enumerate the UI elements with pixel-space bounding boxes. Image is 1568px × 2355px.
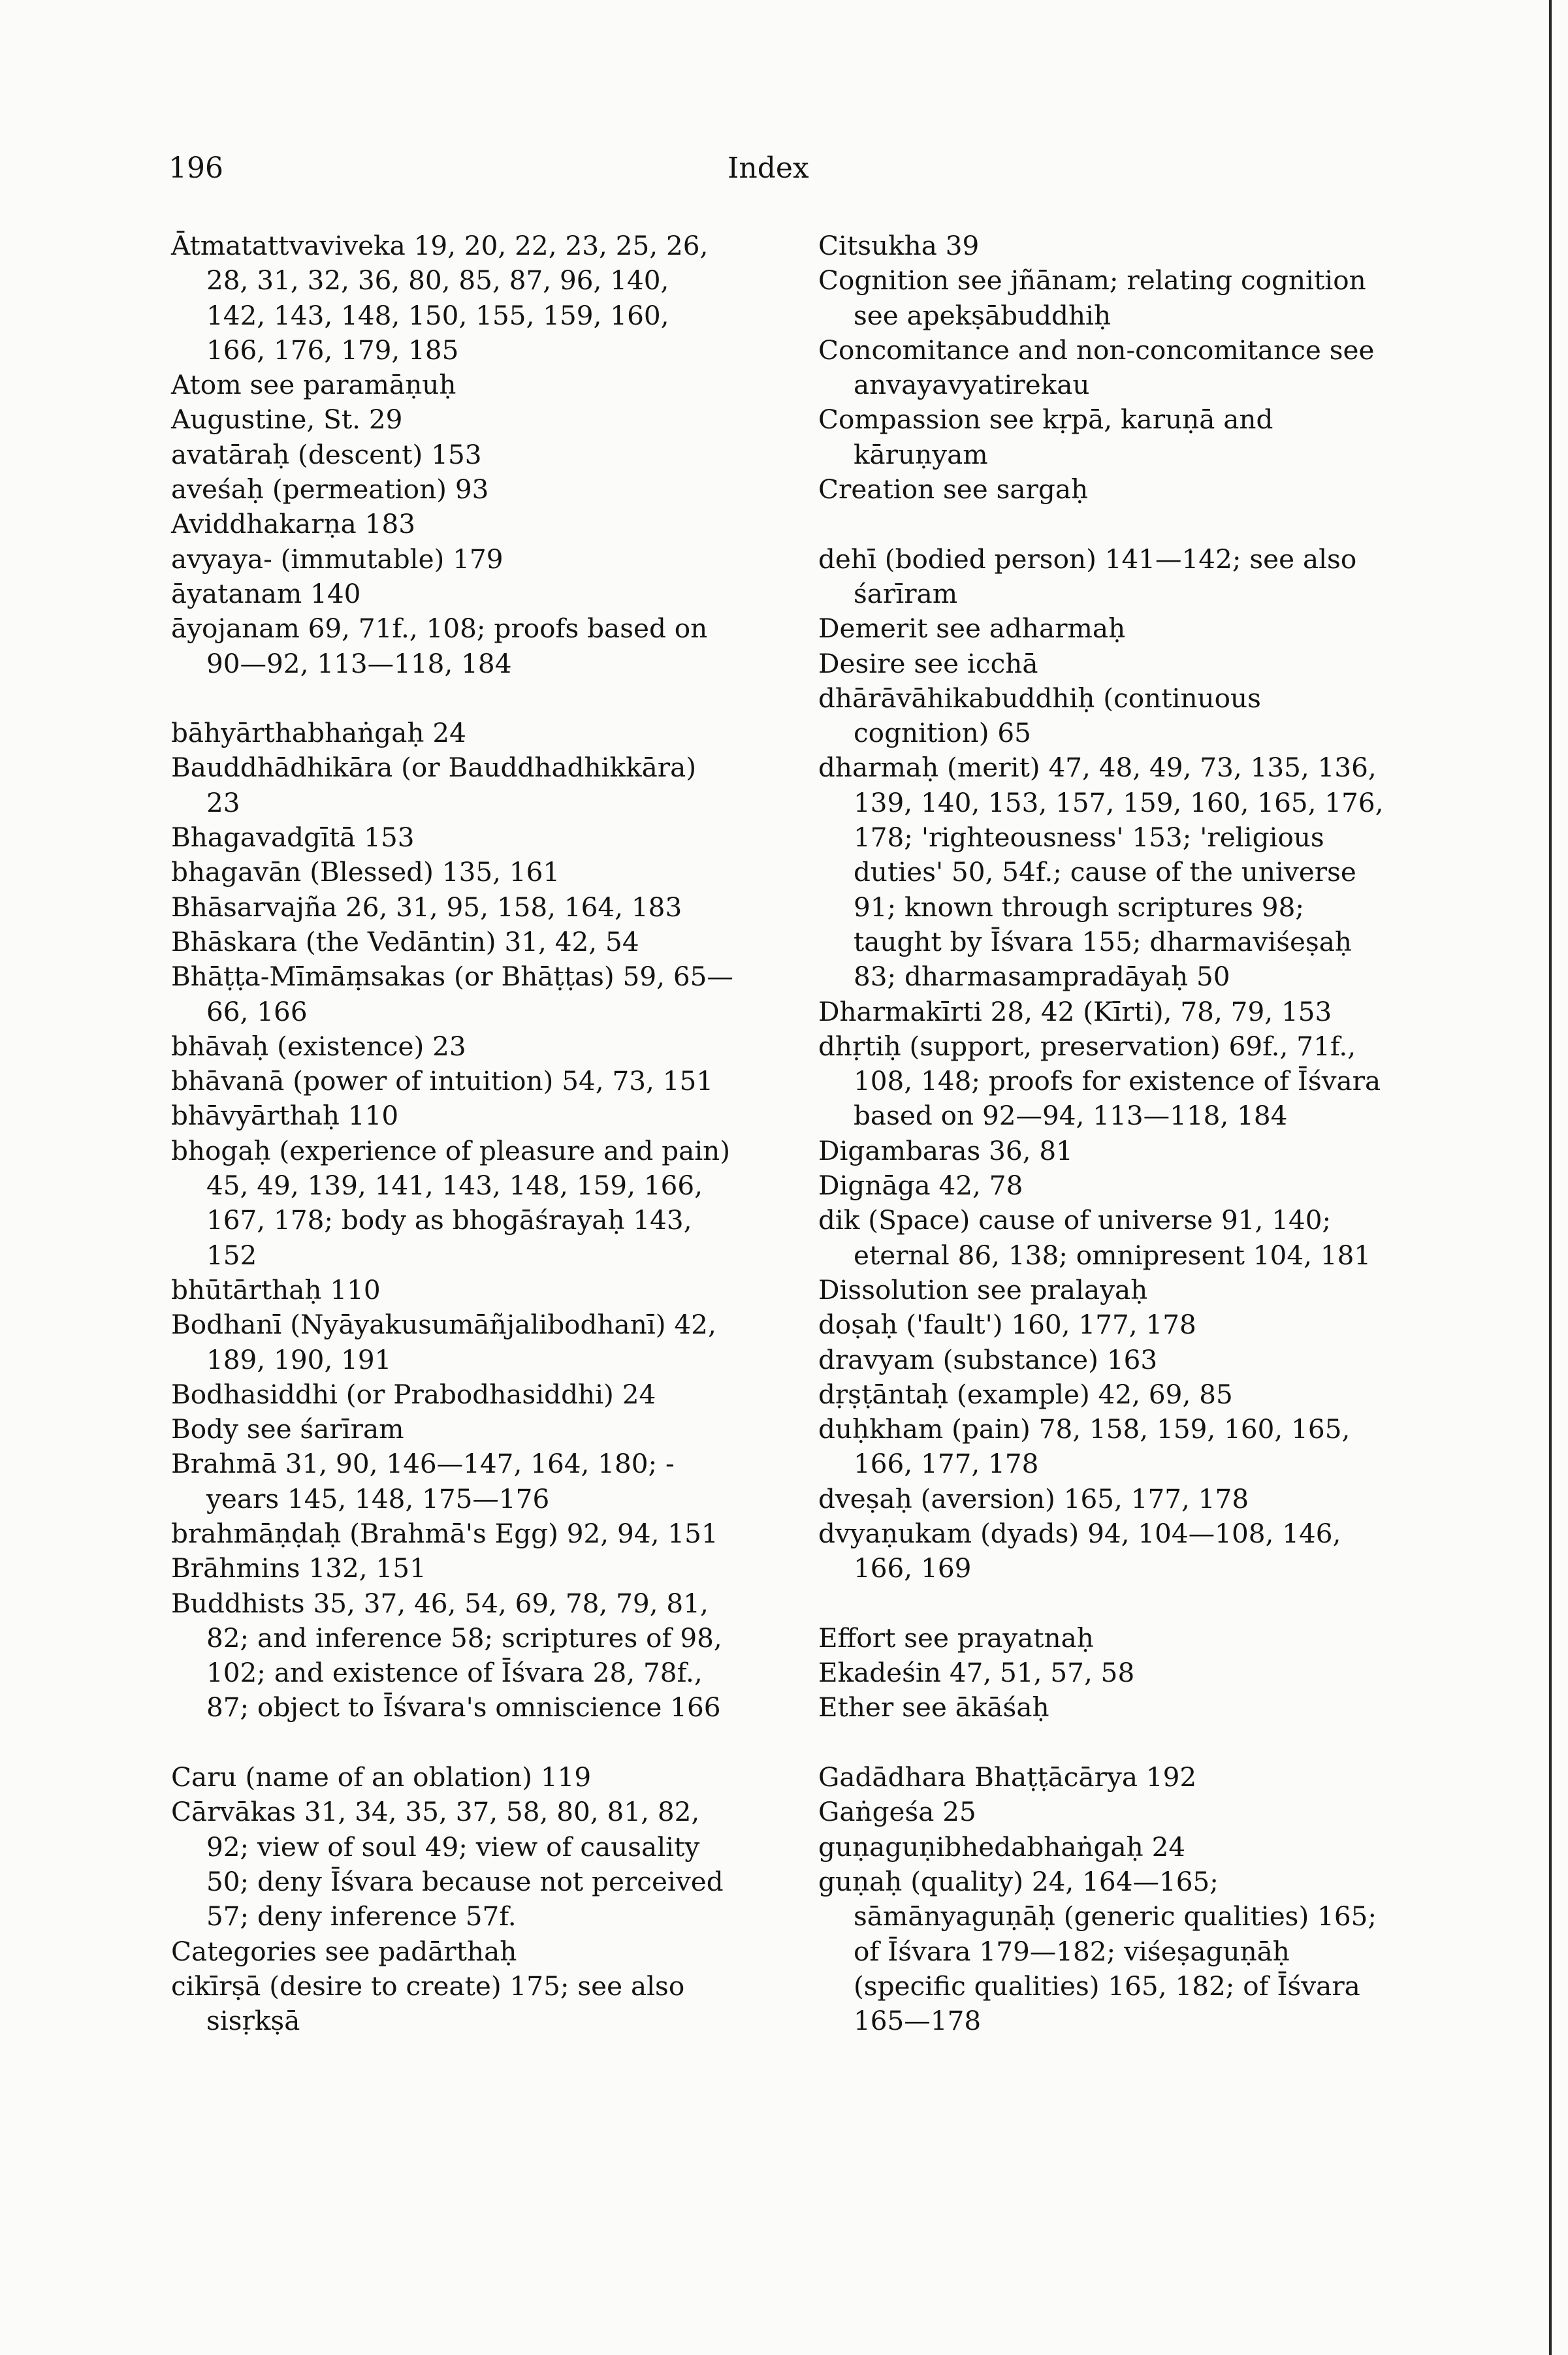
index-entry: dik (Space) cause of universe 91, 140; eternal 86, 138; omnipresent 104, 181 (818, 1204, 1371, 1271)
section-gap (818, 1725, 1386, 1760)
page-number: 196 (168, 152, 223, 185)
index-entry: Compassion see kṛpā, karuṇā and kāruṇyam (818, 404, 1273, 470)
index-entry: guṇaguṇibhedabhaṅgaḥ 24 (818, 1831, 1186, 1863)
index-entry: doṣaḥ ('fault') 160, 177, 178 (818, 1309, 1196, 1341)
index-entry: Citsukha 39 (818, 230, 980, 261)
index-entry: bhogaḥ (experience of pleasure and pain) 45, 49, 139, 141, 143, 148, 159, 166, 167, 178; body as bhogāśrayaḥ 143, 152 (171, 1134, 731, 1271)
index-entry: cikīrṣā (desire to create) 175; see also sisṛkṣā (171, 1970, 685, 2037)
index-entry: Cognition see jñānam; relating cognition see apekṣābuddhiḥ (818, 264, 1366, 331)
index-entry: Ekadeśin 47, 51, 57, 58 (818, 1657, 1135, 1689)
index-entry: Gaṅgeśa 25 (818, 1796, 976, 1828)
index-entry: Concomitance and non-concomitance see anvayavyatirekau (818, 334, 1375, 401)
index-entry: Desire see icchā (818, 647, 1038, 679)
index-entry: dehī (bodied person) 141—142; see also śarīram (818, 543, 1357, 609)
index-entry: Ether see ākāśaḥ (818, 1691, 1049, 1723)
index-entry: Augustine, St. 29 (171, 404, 403, 436)
index-entry: Bodhasiddhi (or Prabodhasiddhi) 24 (171, 1378, 656, 1410)
index-entry: Categories see padārthaḥ (171, 1935, 517, 1967)
index-entry: Dissolution see pralayaḥ (818, 1274, 1148, 1306)
index-entry: Caru (name of an oblation) 119 (171, 1761, 592, 1793)
index-entry: bhāvyārthaḥ 110 (171, 1100, 399, 1132)
section-gap (171, 681, 736, 716)
index-entry: Dignāga 42, 78 (818, 1170, 1023, 1202)
index-entry: aveśaḥ (permeation) 93 (171, 473, 489, 505)
index-entry: Effort see prayatnaḥ (818, 1622, 1094, 1654)
index-entry: bhāvaḥ (existence) 23 (171, 1030, 466, 1062)
index-entry: Bodhanī (Nyāyakusumāñjalibodhanī) 42, 189, 190, 191 (171, 1309, 716, 1375)
index-entry: Creation see sargaḥ (818, 473, 1089, 505)
index-entry: dravyam (substance) 163 (818, 1343, 1158, 1375)
index-entry: Buddhists 35, 37, 46, 54, 69, 78, 79, 81, 82; and inference 58; scriptures of 98, 102; and existence of Īśvara 28, 78f., 87; object to Īśvara's omniscience 166 (171, 1587, 722, 1723)
index-entry: Brāhmins 132, 151 (171, 1552, 426, 1584)
index-entry: Dharmakīrti 28, 42 (Kīrti), 78, 79, 153 (818, 995, 1332, 1027)
section-gap (818, 1586, 1386, 1621)
index-entry: duḥkham (pain) 78, 158, 159, 160, 165, 166, 177, 178 (818, 1413, 1351, 1480)
index-entry: dṛṣṭāntaḥ (example) 42, 69, 85 (818, 1378, 1233, 1410)
index-entry: dharmaḥ (merit) 47, 48, 49, 73, 135, 136, 139, 140, 153, 157, 159, 160, 165, 176, 178; 'righteousness' 153; 'religious duties' 50, 54f.; cause of the universe 91; known through scriptures 98; taught by Īśvara 155; dharmaviśeṣaḥ 83; dharmasampradāyaḥ 50 (818, 752, 1384, 993)
index-entry: bāhyārthabhaṅgaḥ 24 (171, 717, 466, 749)
index-entry: Aviddhakarṇa 183 (171, 508, 415, 540)
index-entry: āyojanam 69, 71f., 108; proofs based on 90—92, 113—118, 184 (171, 613, 708, 679)
index-entry: dhārāvāhikabuddhiḥ (continuous cognition) 65 (818, 682, 1261, 749)
index-entry: Bhāsarvajña 26, 31, 95, 158, 164, 183 (171, 891, 682, 923)
index-entry: avatāraḥ (descent) 153 (171, 438, 482, 470)
index-entry: Gadādhara Bhaṭṭācārya 192 (818, 1761, 1197, 1793)
section-gap (171, 1725, 736, 1760)
index-entry: dveṣaḥ (aversion) 165, 177, 178 (818, 1482, 1249, 1514)
index-column-left (171, 229, 736, 2038)
index-entry: Bhagavadgītā 153 (171, 822, 415, 854)
index-entry: Ātmatattvaviveka 19, 20, 22, 23, 25, 26, 28, 31, 32, 36, 80, 85, 87, 96, 140, 142, 143, 148, 150, 155, 159, 160, 166, 176, 179, 185 (171, 230, 709, 366)
index-entry: āyatanam 140 (171, 577, 361, 609)
index-entry: Bhāṭṭa-Mīmāṃsakas (or Bhāṭṭas) 59, 65—66, 166 (171, 961, 733, 1027)
index-entry: brahmāṇḍaḥ (Brahmā's Egg) 92, 94, 151 (171, 1517, 718, 1549)
index-entry: Atom see paramāṇuḥ (171, 369, 456, 401)
scan-edge-line (1549, 0, 1552, 2355)
section-gap (818, 507, 1386, 541)
index-entry: bhūtārthaḥ 110 (171, 1274, 381, 1306)
index-entry: dvyaṇukam (dyads) 94, 104—108, 146, 166, 169 (818, 1517, 1341, 1584)
running-head: Index (728, 152, 809, 185)
index-entry: bhāvanā (power of intuition) 54, 73, 151 (171, 1065, 714, 1097)
index-column-right (818, 229, 1386, 2038)
index-entry: Demerit see adharmaḥ (818, 613, 1126, 645)
index-entry: Bhāskara (the Vedāntin) 31, 42, 54 (171, 925, 639, 957)
index-entry: Brahmā 31, 90, 146—147, 164, 180; -years 145, 148, 175—176 (171, 1448, 675, 1514)
index-entry: dhṛtiḥ (support, preservation) 69f., 71f., 108, 148; proofs for existence of Īśvara based on 92—94, 113—118, 184 (818, 1030, 1381, 1132)
index-entry: Cārvākas 31, 34, 35, 37, 58, 80, 81, 82, 92; view of soul 49; view of causality 50; deny Īśvara because not perceived 57; deny inference 57f. (171, 1796, 724, 1932)
index-entry: bhagavān (Blessed) 135, 161 (171, 856, 560, 888)
index-entry: Body see śarīram (171, 1413, 404, 1445)
index-entry: guṇaḥ (quality) 24, 164—165; sāmānyaguṇāḥ (generic qualities) 165; of Īśvara 179—182; viśeṣaguṇāḥ (specific qualities) 165, 182; of Īśvara 165—178 (818, 1865, 1377, 2037)
index-entry: Bauddhādhikāra (or Bauddhadhikkāra) 23 (171, 752, 697, 818)
index-entry: avyaya- (immutable) 179 (171, 543, 504, 575)
index-entry: Digambaras 36, 81 (818, 1134, 1073, 1166)
